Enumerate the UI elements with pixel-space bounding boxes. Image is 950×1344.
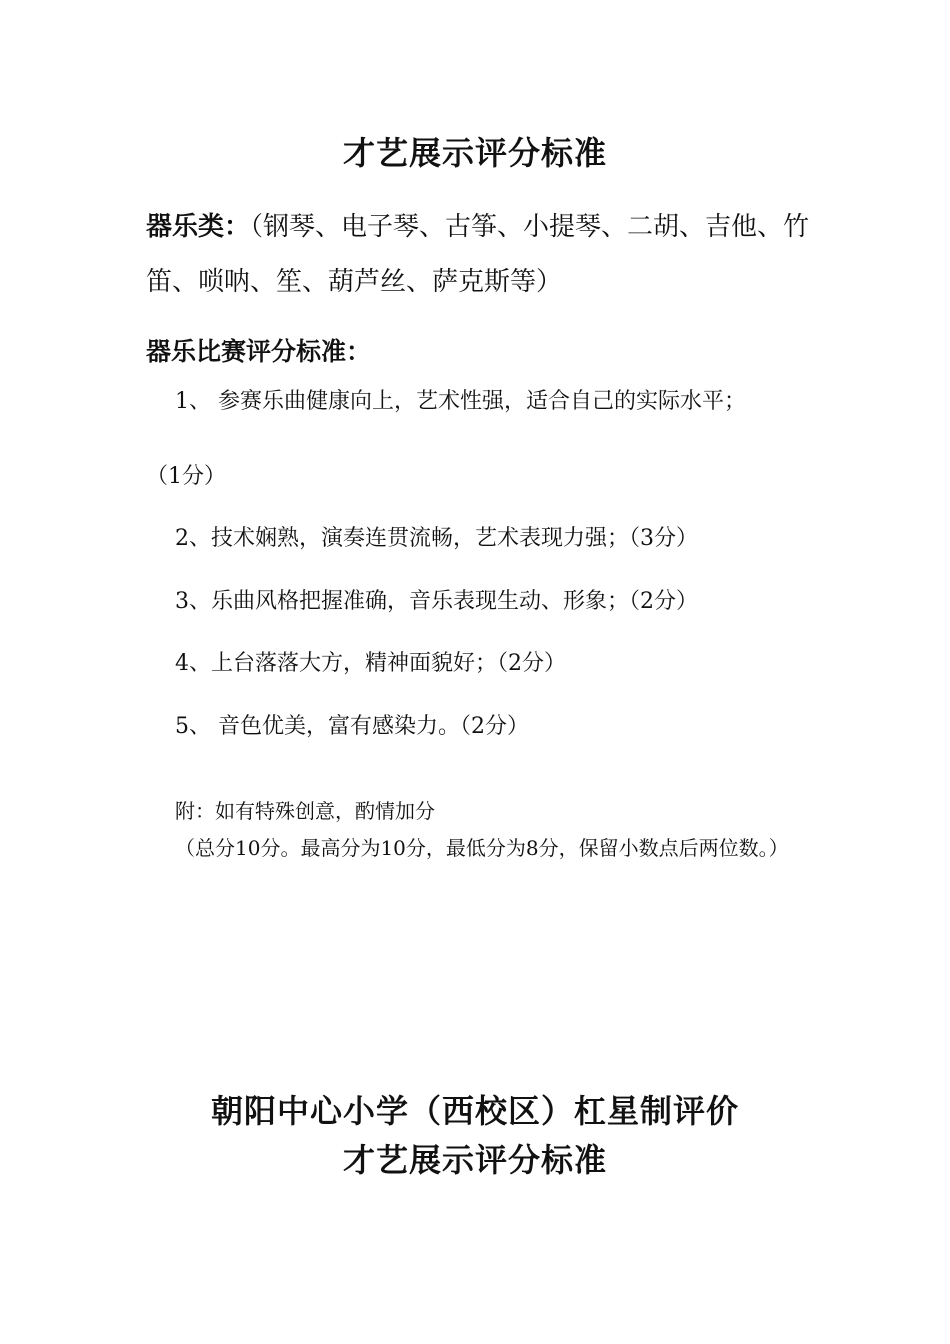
category-label: 器乐类： — [146, 212, 251, 242]
page-title: 才艺展示评分标准 — [342, 134, 607, 172]
instrument-category — [146, 200, 818, 310]
criterion-3: 3、乐曲风格把握准确，音乐表现生动、形象；（2分） — [175, 589, 698, 614]
criterion-1-score: （1分） — [146, 464, 226, 489]
total-score-note: （总分10分。最高分为10分，最低分为8分，保留小数点后两位数。） — [175, 836, 789, 860]
section-title-standard: 才艺展示评分标准 — [342, 1141, 607, 1179]
criterion-2: 2、技术娴熟，演奏连贯流畅，艺术表现力强；（3分） — [175, 526, 698, 551]
category-list: （钢琴、电子琴、古筝、小提琴、二胡、吉他、竹笛、唢呐、笙、葫芦丝、萨克斯等） — [146, 212, 810, 297]
criteria-heading: 器乐比赛评分标准： — [146, 337, 372, 366]
section-title-school: 朝阳中心小学（西校区）杠星制评价 — [210, 1092, 739, 1130]
criterion-4: 4、上台落落大方，精神面貌好；（2分） — [175, 651, 566, 676]
criterion-1: 1、 参赛乐曲健康向上，艺术性强，适合自己的实际水平； — [175, 389, 746, 414]
criterion-5: 5、 音色优美，富有感染力。（2分） — [175, 714, 529, 739]
bonus-note: 附：如有特殊创意，酌情加分 — [175, 799, 435, 823]
